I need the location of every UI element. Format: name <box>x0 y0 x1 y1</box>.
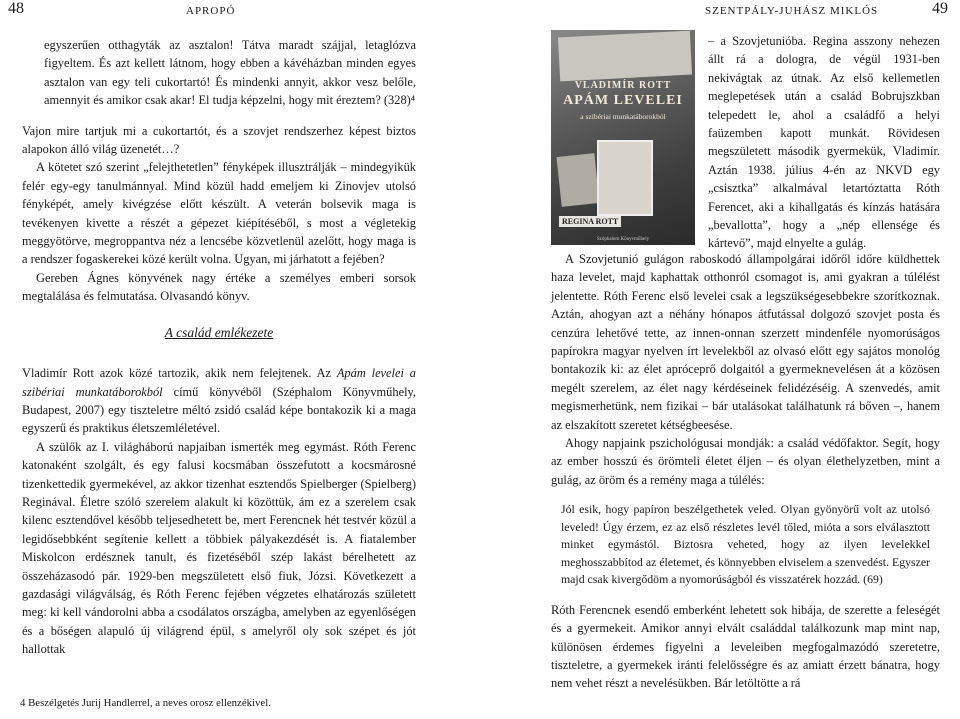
book-title: Apám levelei a szibériai munkatáborokból <box>22 366 416 399</box>
left-page-number: 48 <box>8 0 24 17</box>
paragraph: Ahogy napjaink pszichológusai mondják: a család védőfaktor. Segít, hogy az ember hosszú és örömteli életet éljen – és olyan élethelyzetben, mint a gulág, az öröm és a remény maga a túlélés: <box>551 436 940 487</box>
book-title-cover: APÁM LEVELEI <box>563 93 683 108</box>
paragraph <box>22 364 416 438</box>
right-column <box>551 250 940 693</box>
right-running-head: SZENTPÁLY-JUHÁSZ MIKLÓS <box>705 5 879 17</box>
right-side-column <box>708 32 940 253</box>
letter-paper-graphic <box>558 31 692 82</box>
book-cover-image <box>551 30 695 245</box>
left-column <box>22 36 416 659</box>
paragraph: A Szovjetunió gulágon raboskodó állampolgárai időről időre küldhettek haza levelet, majd kaphattak otthonról csomagot is, ami gyakran a túlélést jelentette. Róth Ferenc első levelei csak a legszükségesebbekre szorítkoznak. Aztán, ahogyan azt a néhány hónapos átfutással dolgozó szovjet posta és cenzúra lehetővé tette, az innen-onnan szerzett mindenféle nyomorúságos papírokra magyar nyelven írt levelekből az olvasó előtt egy sajátos monológ bontakozik ki: az élet apróceprő dolgaitól a gyermeknevelésen át a közösen megélt szerelem, az élet nagy kérdéseinek felidézéséig. A szenvedés, amit megismerhetünk, nem fizikai – bár utalásokat találhatunk rá bőven –, hanem az elszakított szeretet kétségbeesése. <box>551 252 940 432</box>
book-author: VLADIMÍR ROTT <box>574 80 672 91</box>
right-page-number: 49 <box>932 0 948 17</box>
photo-graphic <box>556 153 599 207</box>
paragraph: Gereben Ágnes könyvének nagy értéke a személyes emberi sorsok megtalálása és felmutatása. Olvasandó könyv. <box>22 270 416 304</box>
book-subtitle: a szibériai munkatáborokból <box>580 112 666 121</box>
footnote: 4 Beszélgetés Jurij Handlerrel, a neves orosz ellenzékivel. <box>20 697 271 709</box>
paragraph: Róth Ferencnek esendő emberként lehetett sok hibája, de szerette a feleségét és a gyermekeit. Amikor annyi elvált családdal találkozunk map mint nap, különösen érdemes figyelni a leveleiben megfogalmazódó szeretetre, tiszteletre, a gyermekek iránti felelősségre és az amiatt érzett bánatra, hogy nem vehet részt a nevelésükben. Bár letöltötte a rá <box>551 602 940 691</box>
photo-caption: REGINA ROTT <box>559 216 621 227</box>
quote-paragraph: egyszerűen otthagyták az asztalon! Tátva maradt szájjal, letaglózva figyeltem. És azt kellett látnom, hogy ebben a kávéházban minden egyes asztalon van egy teli cukortartó! És mindenki annyit, akkor vesz belőle, amennyit és amikor csak akar! El tudja képzelni, hogy mit éreztem? (328)⁴ <box>44 38 416 108</box>
text-span: Vladimír Rott azok közé tartozik, akik nem felejtenek. Az <box>22 366 337 381</box>
paragraph: Vajon mire tartjuk mi a cukortartót, és a szovjet rendszerhez képest biztos alapokon álló világ üzenetét…? <box>22 123 416 157</box>
text-span: című könyvéből (Széphalom Könyvműhely, Budapest, 2007) egy tiszteletre méltó zsidó család képe bontakozik ki a maga egyszerű és praktikus életszemléletével. <box>22 384 416 436</box>
left-running-head: APROPÓ <box>186 5 236 17</box>
paragraph: – a Szovjetunióba. Regina asszony nehezen állt rá a dologra, de végül 1931-ben nekivágtak az útnak. Az első kellemetlen meglepetések után a család Bobrujszkban telepedett le, ahol a családfő a helyi faüzemben kapott munkát. Rövidesen megszületett második gyermekük, Vladimír. Aztán 1938. július 4-én az NKVD egy „csisztka” alkalmával letartóztatta Róth Ferencet, aki a kihallgatás és kínzás hatására „bevallotta”, hogy a „nép ellensége és kártevő”, majd elnyelte a gulág. <box>708 34 940 251</box>
section-title: A család emlékezete <box>164 324 274 340</box>
paragraph: A kötetet szó szerint „felejthetetlen” fényképek illusztrálják – mindegyikük felér egy-egy tanulmánnyal. Mind közül hadd emeljem ki Zinovjev utolsó fényképét, amely kivégzése előtt készült. A veterán bolsevik maga is tevékenyen kivette a részét a gépezet kiépítéséből, s most a végletekig meggyötörve, megroppantva néz a lencsébe közvetlenül azelőtt, hogy maga is a rendszer fogaskerekei közé került volna. Ugyan, mi járhatott a fejében? <box>22 160 416 267</box>
portrait-graphic <box>597 140 653 216</box>
letter-quote: Jól esik, hogy papíron beszélgethetek veled. Olyan gyönyörű volt az utolsó leveled! Úgy érzem, ez az első részletes levél tőled, mióta a sors elválasztott minket egymástól. Biztosra veheted, hogy az ilyen levelekkel meghosszabbítod az életemet, és könnyebben elviselem a szenvedést. Egyszer majd csak kivergődöm a nyomorúságból és visszatérek hozzád. (69) <box>561 502 930 587</box>
paragraph: A szülők az I. világháború napjaiban ismerték meg egymást. Róth Ferenc katonaként szolgált, és egy falusi kocsmában összefutott a kocsmárosné tizenkettedik gyermekével, az akkor tizenhat esztendős Spielberger (Spielberg) Reginával. Életre szóló szerelem alakult ki közöttük, ám ez a szerelem csak kilenc esztendővel később teljesedhetett be, mert Ferencnek hét testvér közül a legidősebbként segítenie kellett a többiek pályakezdését is. A fiatalember Miskolcon erdésznek tanult, és fizetéséből szép lakást bérelhetett az összeházasodó pár. 1929-ben megszületett első fiuk, Józsi. Következett a gazdasági világválság, és Róth Ferenc fejében végzetes elhatározás született meg: ki kell vándorolni abba a csodálatos országba, amelyben az egyenlőségen és a bőségen alapuló új világrend épül, s amelyről oly sok szépet és jót hallottak <box>22 439 416 657</box>
book-publisher: Szóphalom Könyvműhely <box>596 237 650 242</box>
